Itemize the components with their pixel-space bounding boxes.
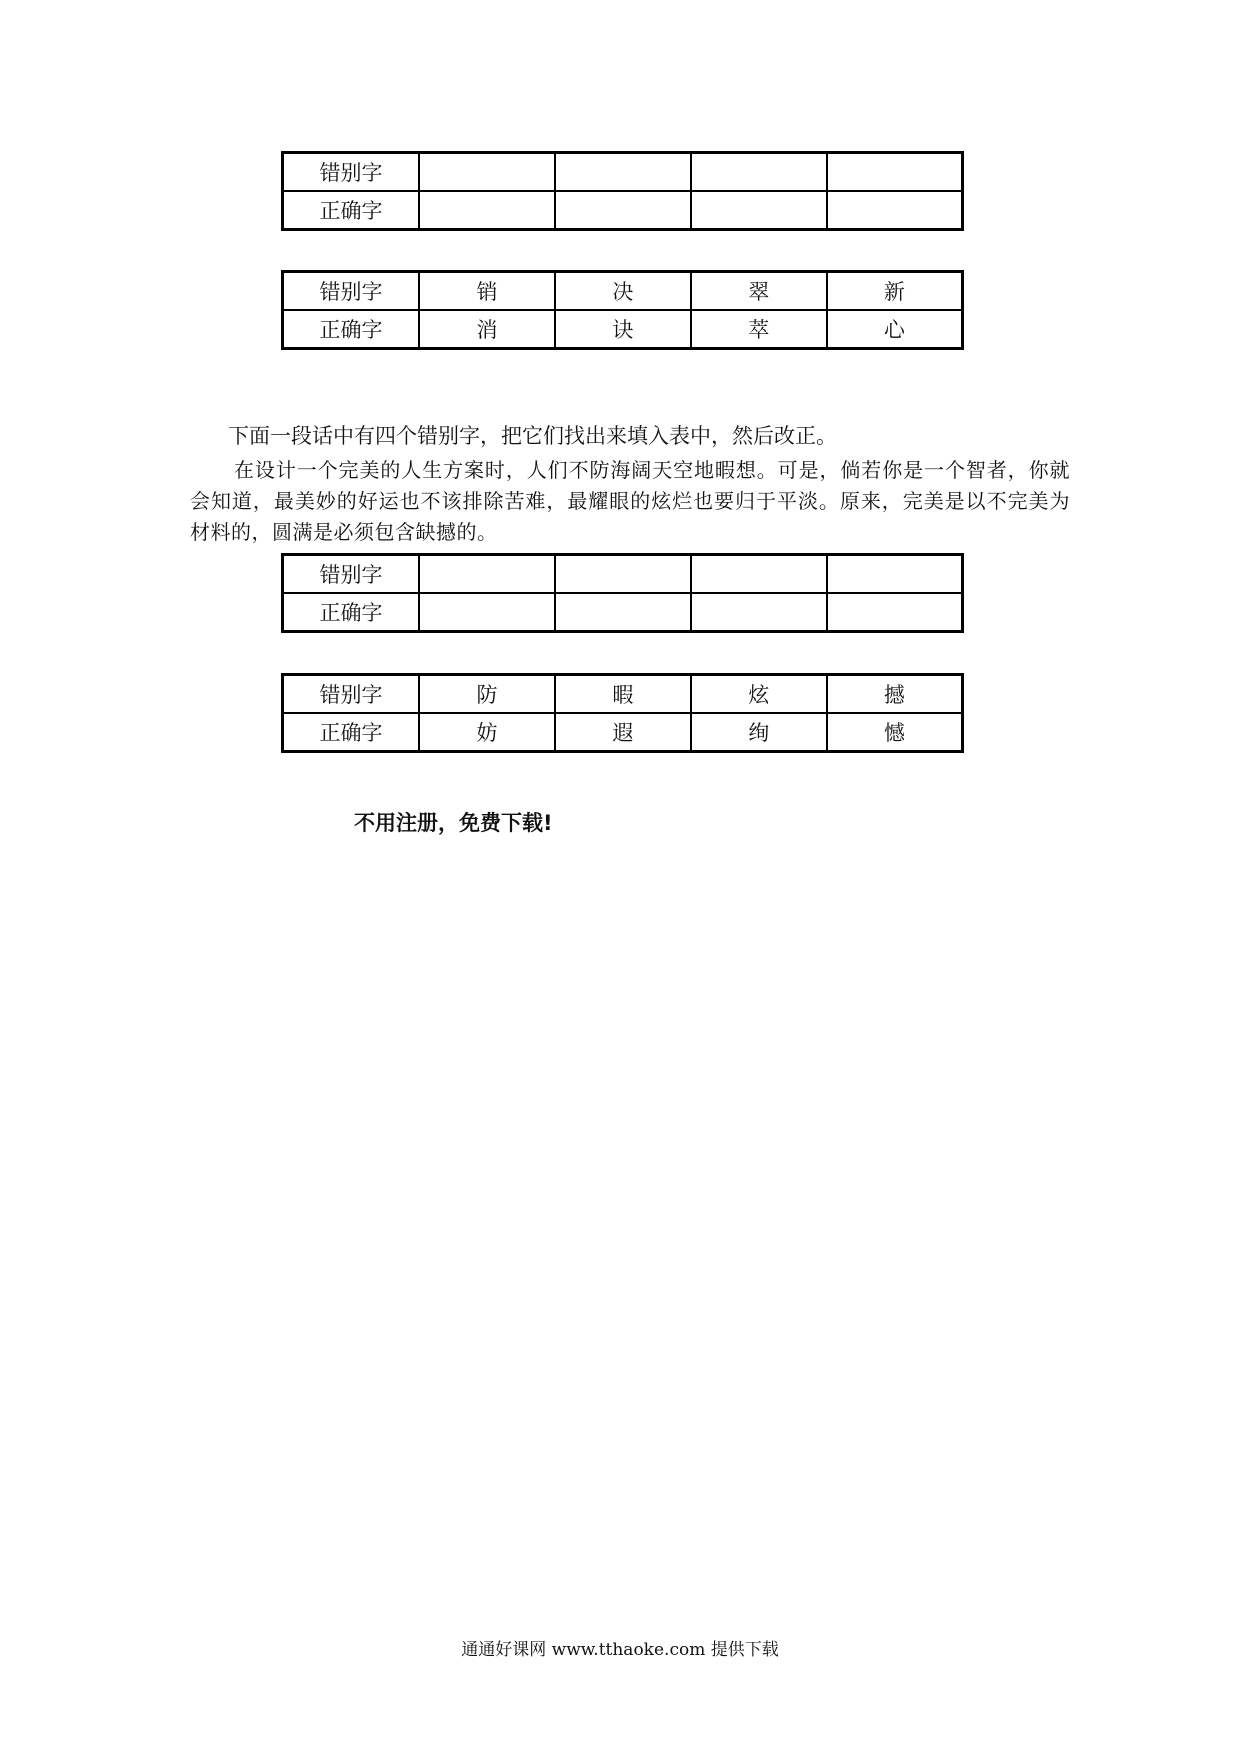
row-header-wrong: 错别字	[283, 555, 420, 594]
table-cell: 消	[419, 310, 555, 349]
table-cell: 防	[419, 675, 555, 714]
table-cell[interactable]	[555, 153, 691, 192]
answer-table-1	[281, 151, 964, 231]
table-cell: 遐	[555, 713, 691, 752]
table-row-wrong	[283, 555, 963, 594]
table-cell[interactable]	[555, 593, 691, 632]
table-cell: 憾	[827, 713, 963, 752]
row-header-wrong: 错别字	[283, 675, 420, 714]
table-cell: 新	[827, 272, 963, 311]
table-cell[interactable]	[419, 153, 555, 192]
exercise-instruction: 下面一段话中有四个错别字，把它们找出来填入表中，然后改正。	[228, 424, 837, 448]
table-cell: 妨	[419, 713, 555, 752]
answer-table-2	[281, 553, 964, 633]
table-row-correct	[283, 713, 963, 752]
table-cell: 绚	[691, 713, 827, 752]
table-cell: 诀	[555, 310, 691, 349]
table-cell[interactable]	[555, 191, 691, 230]
table-cell[interactable]	[827, 153, 963, 192]
row-header-correct: 正确字	[283, 593, 420, 632]
exercise-passage: 在设计一个完美的人生方案时，人们不防海阔天空地暇想。可是，倘若你是一个智者，你就会知道，最美妙的好运也不该排除苦难，最耀眼的炫烂也要归于平淡。原来，完美是以不完美为材料的，圆满是必须包含缺撼的。	[190, 458, 1070, 544]
answer-key-table-1	[281, 270, 964, 350]
table-cell: 萃	[691, 310, 827, 349]
table-cell: 炫	[691, 675, 827, 714]
table-cell[interactable]	[827, 555, 963, 594]
table-cell[interactable]	[827, 191, 963, 230]
table-cell[interactable]	[691, 153, 827, 192]
answer-key-table-2	[281, 673, 964, 753]
row-header-correct: 正确字	[283, 191, 420, 230]
table-cell: 暇	[555, 675, 691, 714]
table-row-correct	[283, 593, 963, 632]
table-cell: 撼	[827, 675, 963, 714]
table-row-wrong	[283, 153, 963, 192]
table-cell: 心	[827, 310, 963, 349]
row-header-wrong: 错别字	[283, 153, 420, 192]
row-header-wrong: 错别字	[283, 272, 420, 311]
page-footer: 通通好课网 www.tthaoke.com 提供下载	[461, 1640, 779, 1660]
table-cell[interactable]	[419, 593, 555, 632]
table-cell: 翠	[691, 272, 827, 311]
table-cell: 销	[419, 272, 555, 311]
table-row-wrong	[283, 675, 963, 714]
table-cell[interactable]	[691, 555, 827, 594]
table-cell[interactable]	[691, 593, 827, 632]
table-row-correct	[283, 310, 963, 349]
table-cell[interactable]	[419, 555, 555, 594]
table-cell[interactable]	[827, 593, 963, 632]
table-cell[interactable]	[691, 191, 827, 230]
table-row-wrong	[283, 272, 963, 311]
row-header-correct: 正确字	[283, 310, 420, 349]
table-cell[interactable]	[555, 555, 691, 594]
free-download-notice: 不用注册，免费下载!	[354, 811, 553, 835]
table-row-correct	[283, 191, 963, 230]
table-cell[interactable]	[419, 191, 555, 230]
table-cell: 决	[555, 272, 691, 311]
row-header-correct: 正确字	[283, 713, 420, 752]
